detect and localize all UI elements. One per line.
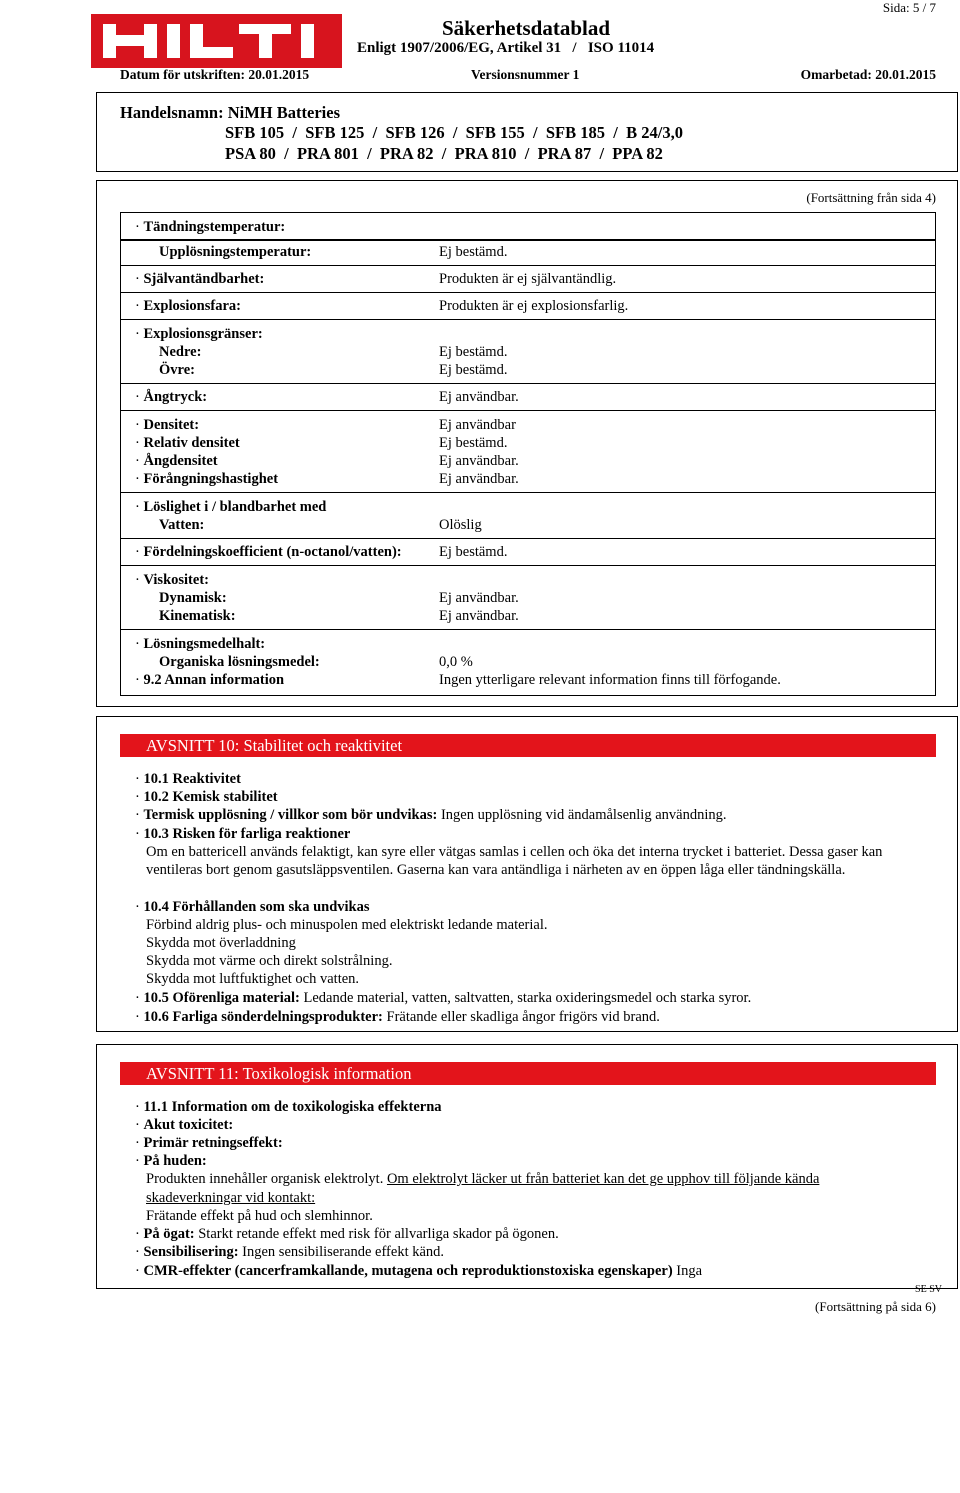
solubility-row: · Löslighet i / blandbarhet med <box>135 499 327 515</box>
skin-text-b: Om elektrolyt läcker ut från batteriet kan det ge upphov till följande kända <box>386 1171 820 1187</box>
cmr-label: CMR-effekter (cancerframkallande, mutagena och reproduktionstoxiska egenskaper) <box>143 1263 673 1279</box>
cmr-row: · CMR-effekter (cancerframkallande, mutagena och reproduktionstoxiska egenskaper) Inga <box>135 1263 703 1279</box>
lower-label: Nedre: <box>159 344 202 360</box>
evaporation-value: Ej användbar. <box>439 471 519 487</box>
skin-text-2 <box>146 1189 916 1207</box>
other-info-label: 9.2 Annan information <box>143 672 285 688</box>
hazard-reactions-label: 10.3 Risken för farliga reaktioner <box>143 826 351 842</box>
relative-density-row: · Relativ densitet <box>135 435 240 451</box>
stability-label: 10.2 Kemisk stabilitet <box>143 789 278 805</box>
divider <box>120 410 936 411</box>
document-title: Säkerhetsdatablad <box>442 16 611 40</box>
ignition-row: · Tändningstemperatur: <box>135 219 286 235</box>
skin-row: · På huden: <box>135 1153 207 1169</box>
vapour-row: · Ångtryck: <box>135 389 208 405</box>
eye-label: På ögat: <box>143 1226 195 1242</box>
decomposition-products-label: 10.6 Farliga sönderdelningsprodukter: <box>143 1009 383 1025</box>
regulation: Enligt 1907/2006/EG, Artikel 31 / ISO 11014 <box>357 40 655 56</box>
avoid-line-1: Förbind aldrig plus- och minuspolen med elektriskt ledande material. <box>146 917 548 933</box>
solvent-label: Lösningsmedelhalt: <box>143 636 266 652</box>
decomposition-products-row: · 10.6 Farliga sönderdelningsprodukter: Frätande eller skadliga ångor frigörs vid brand. <box>135 1009 660 1025</box>
section-11-heading: AVSNITT 11: Toxikologisk information <box>120 1062 936 1085</box>
decomposition-products-value: Frätande eller skadliga ångor frigörs vid brand. <box>386 1009 660 1025</box>
hazard-reactions-text: Om en battericell används felaktigt, kan syre eller vätgas samlas i cellen och öka det interna trycket i batteriet. Dessa gaser kan ventileras bort genom gasutsläppsventilen. Gaserna kan vara antändliga i närheten av en öppen låga eller tändningskälla. <box>146 844 883 878</box>
vapour-value: Ej användbar. <box>439 389 519 405</box>
divider <box>120 492 936 493</box>
revised-date: Omarbetad: 20.01.2015 <box>800 67 936 82</box>
divider <box>120 538 936 539</box>
organic-solvent-label: Organiska lösningsmedel: <box>159 654 320 670</box>
hazard-reactions-row: · 10.3 Risken för farliga reaktioner <box>135 826 351 842</box>
product-list-1: SFB 105 / SFB 125 / SFB 126 / SFB 155 / SFB 185 / B 24/3,0 <box>225 123 683 142</box>
partition-row: · Fördelningskoefficient (n-octanol/vatten): <box>135 544 402 560</box>
other-info-value: Ingen ytterligare relevant information finns till förfogande. <box>439 672 781 688</box>
acute-toxicity-row: · Akut toxicitet: <box>135 1117 234 1133</box>
avoid-line-3: Skydda mot värme och direkt solstrålning. <box>146 953 393 969</box>
upper-label: Övre: <box>159 362 195 378</box>
avoid-line-4: Skydda mot luftfuktighet och vatten. <box>146 971 360 987</box>
evaporation-label: Förångningshastighet <box>143 471 279 487</box>
reactivity-label: 10.1 Reaktivitet <box>143 771 241 787</box>
trade-name-label: Handelsnamn: <box>120 103 224 122</box>
section-10-heading: AVSNITT 10: Stabilitet och reaktivitet <box>120 734 936 757</box>
tox-info-row: · 11.1 Information om de toxikologiska effekterna <box>135 1099 442 1115</box>
divider <box>120 565 936 566</box>
decomposition-label: Upplösningstemperatur: <box>159 244 312 260</box>
tox-info-label: 11.1 Information om de toxikologiska effekterna <box>143 1099 442 1115</box>
explosion-value: Produkten är ej explosionsfarlig. <box>439 298 629 314</box>
incompatible-label: 10.5 Oförenliga material: <box>143 990 300 1006</box>
primary-irritation-label: Primär retningseffekt: <box>143 1135 283 1151</box>
primary-irritation-row: · Primär retningseffekt: <box>135 1135 283 1151</box>
thermal-value: Ingen upplösning vid ändamålsenlig användning. <box>440 807 727 823</box>
continued-on: (Fortsättning på sida 6) <box>815 1299 936 1314</box>
sensitisation-label: Sensibilisering: <box>143 1244 239 1260</box>
ignition-label: Tändningstemperatur: <box>143 219 286 235</box>
self-ignition-label: Självantändbarhet: <box>143 271 265 287</box>
divider <box>120 629 936 630</box>
limits-row: · Explosionsgränser: <box>135 326 263 342</box>
hilti-logo <box>91 14 342 68</box>
limits-label: Explosionsgränser: <box>143 326 263 342</box>
explosion-label: Explosionsfara: <box>143 298 241 314</box>
vapour-label: Ångtryck: <box>143 389 208 405</box>
skin-label: På huden: <box>143 1153 207 1169</box>
kinematic-value: Ej användbar. <box>439 608 519 624</box>
explosion-row: · Explosionsfara: <box>135 298 241 314</box>
sensitisation-value: Ingen sensibiliserande effekt känd. <box>242 1244 445 1260</box>
divider <box>120 265 936 266</box>
skin-text-1 <box>146 1170 916 1188</box>
density-value: Ej användbar <box>439 417 516 433</box>
vapour-density-label: Ångdensitet <box>143 453 218 469</box>
stability-row: · 10.2 Kemisk stabilitet <box>135 789 278 805</box>
water-label: Vatten: <box>159 517 205 533</box>
product-list-2: PSA 80 / PRA 801 / PRA 82 / PRA 810 / PRA 87 / PPA 82 <box>225 144 663 163</box>
skin-text-c: skadeverkningar vid kontakt: <box>146 1190 316 1206</box>
viscosity-label: Viskositet: <box>143 572 209 588</box>
other-info-row: · 9.2 Annan information <box>135 672 285 688</box>
decomposition-value: Ej bestämd. <box>439 244 508 260</box>
density-label: Densitet: <box>143 417 200 433</box>
self-ignition-row: · Självantändbarhet: <box>135 271 265 287</box>
vapour-density-value: Ej användbar. <box>439 453 519 469</box>
organic-solvent-value: 0,0 % <box>439 654 473 670</box>
language-code: SE SV <box>915 1284 942 1295</box>
avoid-line-2: Skydda mot överladdning <box>146 935 296 951</box>
avoid-label: 10.4 Förhållanden som ska undvikas <box>143 899 370 915</box>
page-number: Sida: 5 / 7 <box>882 0 936 15</box>
solubility-label: Löslighet i / blandbarhet med <box>143 499 327 515</box>
skin-text-3: Frätande effekt på hud och slemhinnor. <box>146 1208 373 1224</box>
kinematic-label: Kinematisk: <box>159 608 236 624</box>
version-number: Versionsnummer 1 <box>471 67 580 82</box>
acute-toxicity-label: Akut toxicitet: <box>143 1117 234 1133</box>
vapour-density-row: · Ångdensitet <box>135 453 218 469</box>
lower-value: Ej bestämd. <box>439 344 508 360</box>
sensitisation-row: · Sensibilisering: Ingen sensibiliserande effekt känd. <box>135 1244 445 1260</box>
upper-value: Ej bestämd. <box>439 362 508 378</box>
relative-density-value: Ej bestämd. <box>439 435 508 451</box>
dynamic-label: Dynamisk: <box>159 590 227 606</box>
partition-value: Ej bestämd. <box>439 544 508 560</box>
continued-from: (Fortsättning från sida 4) <box>806 190 936 205</box>
trade-name <box>120 103 340 123</box>
partition-label: Fördelningskoefficient (n-octanol/vatten): <box>143 544 402 560</box>
eye-row: · På ögat: Starkt retande effekt med risk för allvarliga skador på ögonen. <box>135 1226 559 1242</box>
evaporation-row: · Förångningshastighet <box>135 471 279 487</box>
dynamic-value: Ej användbar. <box>439 590 519 606</box>
viscosity-row: · Viskositet: <box>135 572 209 588</box>
reactivity-row: · 10.1 Reaktivitet <box>135 771 241 787</box>
thermal-row: · Termisk upplösning / villkor som bör undvikas: Ingen upplösning vid ändamålsenlig användning. <box>135 807 727 823</box>
skin-text-a: Produkten innehåller organisk elektrolyt. <box>146 1171 384 1187</box>
incompatible-row: · 10.5 Oförenliga material: Ledande material, vatten, saltvatten, starka oxideringsmedel och starka syror. <box>135 990 752 1006</box>
incompatible-value: Ledande material, vatten, saltvatten, starka oxideringsmedel och starka syror. <box>303 990 752 1006</box>
self-ignition-value: Produkten är ej självantändlig. <box>439 271 617 287</box>
divider <box>120 383 936 384</box>
trade-name-value: NiMH Batteries <box>227 103 340 122</box>
solvent-row: · Lösningsmedelhalt: <box>135 636 266 652</box>
cmr-value: Inga <box>676 1263 703 1279</box>
eye-value: Starkt retande effekt med risk för allvarliga skador på ögonen. <box>198 1226 559 1242</box>
relative-density-label: Relativ densitet <box>143 435 240 451</box>
divider <box>120 292 936 293</box>
density-row: · Densitet: <box>135 417 200 433</box>
water-value: Olöslig <box>439 517 482 533</box>
hilti-logo-mark <box>91 14 342 68</box>
thermal-label: Termisk upplösning / villkor som bör undvikas: <box>143 807 438 823</box>
divider <box>120 319 936 320</box>
print-date: Datum för utskriften: 20.01.2015 <box>120 67 310 82</box>
avoid-row: · 10.4 Förhållanden som ska undvikas <box>135 899 370 915</box>
